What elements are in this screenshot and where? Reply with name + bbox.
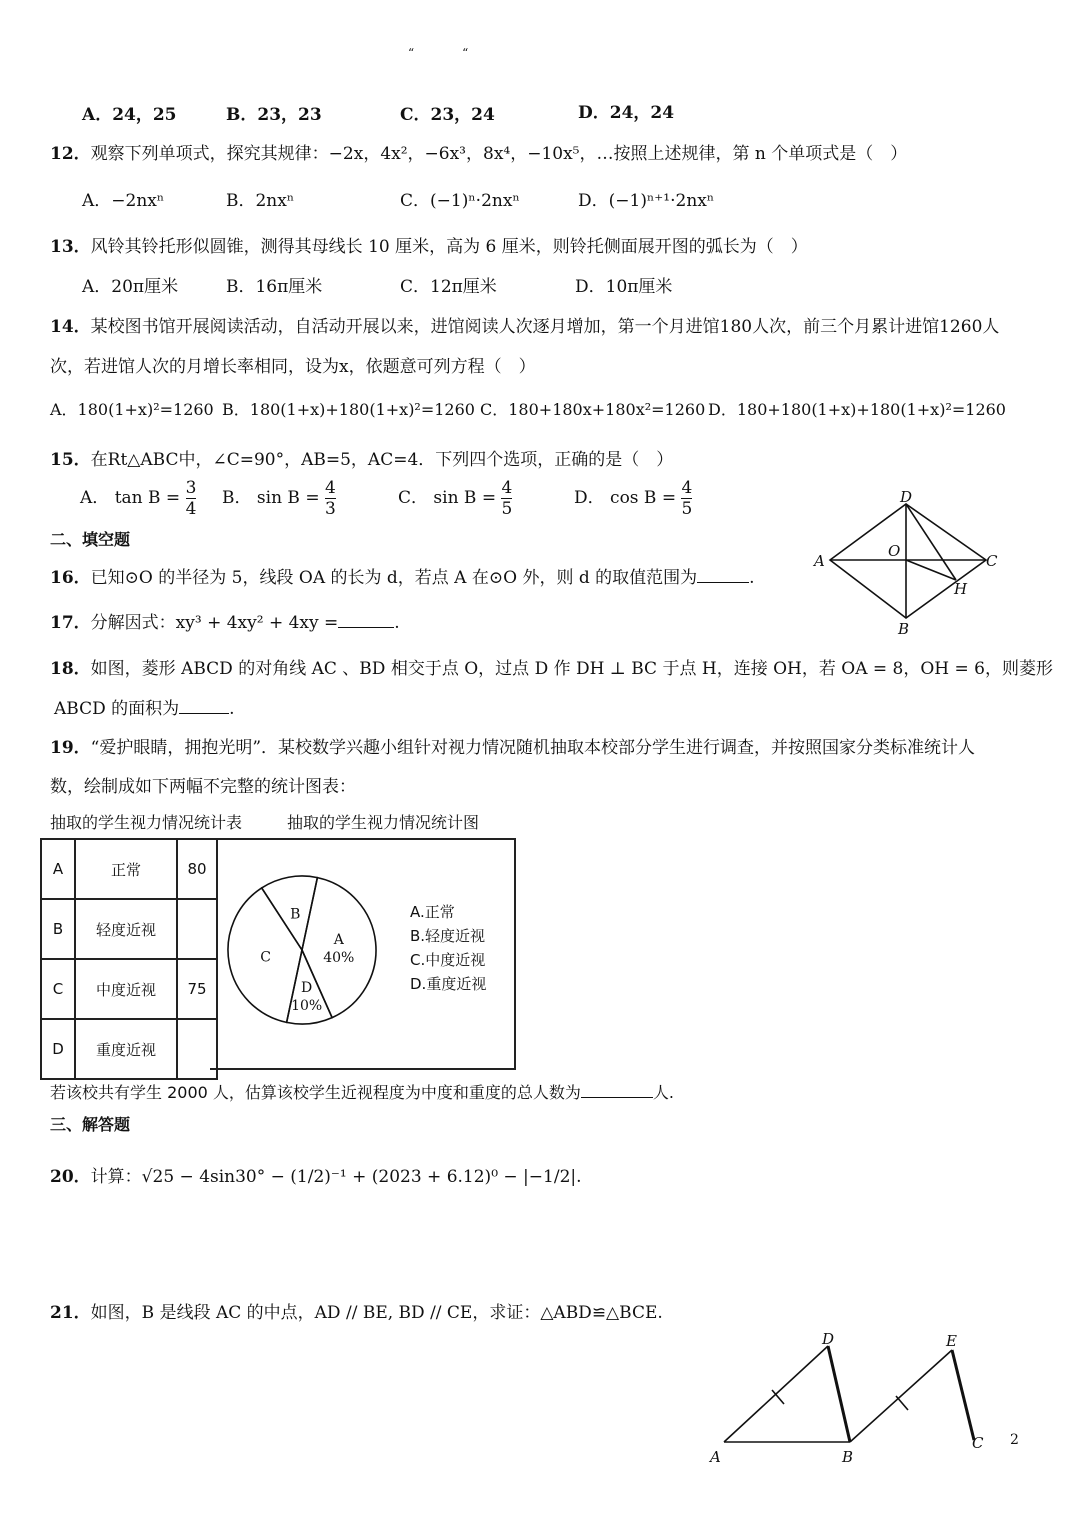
header-marks: “ “ [408,46,469,60]
q11-option-a: A．24，25 [82,105,177,125]
legend-item: A.正常 [410,903,455,921]
q18-answer-blank[interactable] [179,699,229,714]
label-a: A [814,552,825,570]
q14-stem-line2: 次，若进馆人次的月增长率相同，设为x，依题意可列方程（ ） [50,357,536,377]
q19-question-text: 若该校共有学生 2000 人，估算该校学生近视程度为中度和重度的总人数为 [50,1083,581,1102]
q15-number: 15． [50,450,91,470]
q12-option-b: B．2nxⁿ [226,191,295,211]
q14-number: 14． [50,317,91,337]
q16-answer-blank[interactable] [697,568,749,583]
q17 [50,608,400,633]
q14-text-1: 某校图书馆开展阅读活动，自活动开展以来，进馆阅读人次逐月增加，第一个月进馆180人次，前三个月累计进馆1260人 [90,317,1000,337]
q12-option-a: A．−2nxⁿ [82,191,165,211]
row-name: 重度近视 [75,1019,177,1079]
segment-bd [828,1346,850,1442]
q16 [50,563,755,588]
table-row [41,959,217,1019]
q16-tail: . [749,568,755,588]
pie-legend [410,900,486,996]
row-code: B [41,899,75,959]
q20 [50,1162,582,1187]
pie-chart [222,872,392,1032]
section-title-fill-in: 二、填空题 [50,530,131,549]
q15-option-a-num: 3 [185,478,197,498]
row-name: 中度近视 [75,959,177,1019]
pie-label-d: D [301,980,313,997]
q13-text: 风铃其铃托形似圆锥，测得其母线长 10 厘米，高为 6 厘米，则铃托侧面展开图的弧长为（ ） [90,237,808,257]
q15-option-b-func: sin B = [256,488,320,508]
label-c: C [986,552,998,570]
label-e2: E [946,1332,957,1350]
label-b: B [898,620,910,636]
row-code: D [41,1019,75,1079]
q19-question [50,1080,674,1103]
q19-chart-caption: 抽取的学生视力情况统计图 [287,813,480,832]
q21-text: 如图，B 是线段 AC 的中点，AD // BE, BD // CE，求证：△ABD≌△BCE. [90,1303,663,1323]
q19-unit: 人. [652,1083,674,1102]
q15-option-c-label: C． [398,488,429,508]
pie-percent-a: 40% [323,950,355,967]
row-count: 75 [177,959,217,1019]
q13-stem [50,232,808,257]
q19-text-1: “爱护眼睛，拥抱光明”．某校数学兴趣小组针对视力情况随机抽取本校部分学生进行调查，并按照国家分类标准统计人 [90,738,976,758]
q19-line1 [50,733,975,758]
legend-item: C.中度近视 [410,951,486,969]
q19-table-caption: 抽取的学生视力情况统计表 [50,813,243,832]
q15-option-a-den: 4 [185,499,197,519]
q15-option-c-func: sin B = [433,488,497,508]
q20-number: 20． [50,1167,91,1187]
q17-answer-blank[interactable] [338,613,394,628]
q15-option-d-num: 4 [681,478,693,498]
q13-option-c: C．12π厘米 [400,277,497,297]
q18-line2 [54,694,235,719]
q13-option-a: A．20π厘米 [82,277,179,297]
row-code: C [41,959,75,1019]
q16-number: 16． [50,568,91,588]
q13-option-b: B．16π厘米 [226,277,323,297]
row-name: 轻度近视 [75,899,177,959]
q15-stem [50,445,673,470]
q12-text: 观察下列单项式，探究其规律：−2x，4x²，−6x³，8x⁴，−10x⁵，…按照上述规律，第 n 个单项式是（ ） [90,144,908,164]
pie-label-a: A [333,932,344,949]
segment-be [850,1350,952,1442]
q16-text: 已知⊙O 的半径为 5，线段 OA 的长为 d，若点 A 在⊙O 外，则 d 的取值范围为 [90,568,698,588]
q15-option-b [222,478,336,519]
q14-option-a: A．180(1+x)²=1260 [50,400,214,419]
q17-text: 分解因式：xy³ + 4xy² + 4xy = [90,613,339,633]
table-row [41,1019,217,1079]
q21-number: 21． [50,1303,91,1323]
q18-number: 18． [50,659,91,679]
q15-option-b-den: 3 [324,499,336,519]
q18-line1 [50,654,1053,679]
q15-text: 在Rt△ABC中，∠C=90°，AB=5，AC=4．下列四个选项，正确的是（ ） [90,450,674,470]
q17-tail: . [394,613,400,633]
q15-option-d-den: 5 [681,499,693,519]
q19-line2: 数，绘制成如下两幅不完整的统计图表： [50,777,356,797]
q12-stem [50,139,907,164]
q14-option-b: B．180(1+x)+180(1+x)²=1260 [222,400,475,419]
rhombus-figure [808,488,1008,636]
q15-option-b-label: B． [222,488,252,508]
label-d2: D [822,1330,835,1348]
label-a2: A [710,1448,721,1466]
q15-option-d-func: cos B = [610,488,677,508]
q15-option-c [398,478,512,519]
q14-option-c: C．180+180x+180x²=1260 [480,400,706,419]
table-row [41,899,217,959]
tick-be [896,1396,908,1410]
q15-option-d [574,478,692,519]
q18-tail: . [229,699,235,719]
q20-text: 计算：√25 − 4sin30° − (1/2)⁻¹ + (2023 + 6.12)⁰ − |−1/2|. [90,1167,582,1187]
q13-option-d: D．10π厘米 [575,277,673,297]
q15-option-d-label: D． [574,488,605,508]
q15-option-c-num: 4 [501,478,513,498]
q15-option-a-func: tan B = [114,488,181,508]
q18-text-1: 如图，菱形 ABCD 的对角线 AC 、BD 相交于点 O，过点 D 作 DH ⊥ BC 于点 H，连接 OH，若 OA = 8，OH = 6，则菱形 [90,659,1053,679]
q12-option-d: D．(−1)ⁿ⁺¹·2nxⁿ [578,191,715,211]
q14-stem-line1 [50,312,999,337]
q17-number: 17． [50,613,91,633]
q18-text-2: ABCD 的面积为 [54,699,180,719]
q13-number: 13． [50,237,91,257]
q12-option-c: C．(−1)ⁿ·2nxⁿ [400,191,520,211]
pie-percent-d: 10% [291,998,323,1015]
legend-item: B.轻度近视 [410,927,486,945]
label-d: D [900,488,913,506]
q15-option-b-num: 4 [324,478,336,498]
segment-ce [952,1350,974,1440]
label-b2: B [842,1448,854,1466]
row-count: 80 [177,839,217,899]
vision-table [40,838,218,1080]
q11-option-d: D．24，24 [578,103,675,123]
section-title-answer: 三、解答题 [50,1115,131,1134]
label-h: H [954,580,968,598]
q14-option-d: D．180+180(1+x)+180(1+x)²=1260 [708,400,1006,419]
row-code: A [41,839,75,899]
label-c2: C [972,1434,984,1452]
pie-label-c: C [260,949,271,966]
q19-number: 19． [50,738,91,758]
q19-answer-blank[interactable] [581,1083,653,1098]
legend-item: D.重度近视 [410,975,487,993]
q11-option-b: B．23，23 [226,105,322,125]
table-row [41,839,217,899]
q15-option-c-den: 5 [501,499,513,519]
label-o: O [888,542,901,560]
page-number: 2 [1010,1432,1019,1448]
segment-dh [906,504,956,580]
q15-option-a-label: A． [80,488,110,508]
q15-option-a [80,478,196,519]
pie-label-b: B [290,906,301,923]
q12-number: 12． [50,144,91,164]
q11-option-c: C．23，24 [400,105,495,125]
row-name: 正常 [75,839,177,899]
q21 [50,1298,663,1323]
triangles-figure [700,1328,1000,1468]
